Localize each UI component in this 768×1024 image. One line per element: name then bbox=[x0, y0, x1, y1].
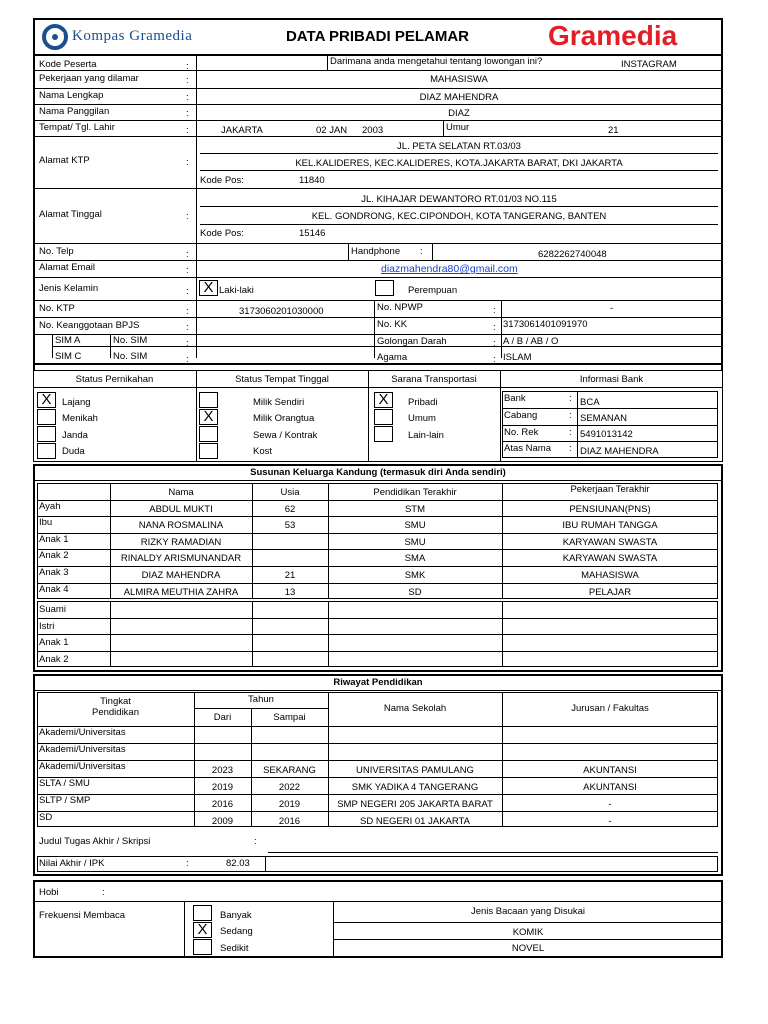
edu-tingkat: Akademi/Universitas bbox=[39, 727, 126, 738]
divider bbox=[374, 300, 375, 358]
edu-tingkat: SLTA / SMU bbox=[39, 777, 90, 789]
label-pribadi: Pribadi bbox=[408, 397, 438, 408]
value-umur: 21 bbox=[608, 125, 619, 136]
family-pekerjaan: PENSIUNAN(PNS) bbox=[569, 503, 651, 515]
family-relation: Anak 2 bbox=[39, 653, 69, 665]
divider bbox=[432, 243, 433, 260]
family-relation: Ibu bbox=[39, 517, 53, 529]
divider bbox=[348, 243, 349, 260]
row-line bbox=[33, 188, 723, 189]
row-line bbox=[37, 743, 718, 744]
label-cabang: Cabang bbox=[504, 410, 538, 421]
header-jenis-bacaan: Jenis Bacaan yang Disukai bbox=[470, 906, 586, 917]
divider bbox=[196, 56, 197, 358]
colon: : bbox=[493, 338, 496, 349]
row-line bbox=[33, 260, 723, 261]
value-tempat: JAKARTA bbox=[221, 125, 263, 136]
family-relation: Anak 1 bbox=[39, 637, 69, 649]
colon: : bbox=[186, 338, 189, 349]
edu-tingkat: Akademi/Universitas bbox=[39, 760, 126, 772]
label-alamat-tinggal: Alamat Tinggal bbox=[39, 209, 102, 220]
row-line bbox=[37, 583, 718, 584]
label-no-sim-a: No. SIM bbox=[113, 335, 148, 346]
colon: : bbox=[493, 305, 496, 316]
colon: : bbox=[186, 92, 189, 103]
family-relation: Ayah bbox=[39, 500, 61, 512]
row-line bbox=[37, 500, 718, 501]
label-frekuensi: Frekuensi Membaca bbox=[39, 910, 126, 921]
checkbox-perempuan[interactable] bbox=[375, 280, 394, 296]
divider bbox=[502, 601, 503, 667]
row-line bbox=[37, 549, 718, 550]
colon: : bbox=[569, 393, 572, 404]
checkbox-menikah[interactable] bbox=[37, 409, 56, 425]
value-darimana: INSTAGRAM bbox=[621, 59, 677, 70]
value-kodepos-tinggal: 15146 bbox=[299, 228, 326, 239]
edu-tingkat: SLTP / SMP bbox=[39, 794, 91, 806]
family-pendidikan: STM bbox=[404, 503, 426, 515]
label-umur: Umur bbox=[446, 122, 470, 133]
header-jurusan: Jurusan / Fakultas bbox=[571, 703, 649, 714]
label-bpjs: No. Keanggotaan BPJS bbox=[39, 320, 140, 331]
label-nama-lengkap: Nama Lengkap bbox=[39, 90, 104, 101]
edu-sekolah: SD NEGERI 01 JAKARTA bbox=[360, 815, 470, 827]
family-relation: Suami bbox=[39, 604, 66, 615]
row-line bbox=[33, 136, 723, 137]
label-agama: Agama bbox=[377, 352, 408, 363]
edu-dari: 2019 bbox=[211, 781, 234, 793]
value-tinggal-line2: KEL. GONDRONG, KEC.CIPONDOH, KOTA TANGERANG, BANTEN bbox=[311, 211, 607, 222]
row-line bbox=[33, 104, 723, 105]
edu-sampai: 2022 bbox=[278, 781, 301, 793]
colon: : bbox=[186, 286, 189, 297]
label-kodepos-tinggal: Kode Pos: bbox=[200, 228, 244, 239]
value-jenis-bacaan-2: NOVEL bbox=[511, 943, 545, 954]
row-line bbox=[33, 120, 723, 121]
row-line bbox=[37, 533, 718, 534]
label-nama-panggilan: Nama Panggilan bbox=[39, 106, 110, 117]
row-line bbox=[268, 852, 718, 853]
family-nama: ABDUL MUKTI bbox=[149, 503, 213, 515]
divider bbox=[328, 601, 329, 667]
edu-dari: 2009 bbox=[211, 815, 234, 827]
family-title: Susunan Keluarga Kandung (termasuk diri Anda sendiri) bbox=[250, 467, 506, 478]
header-tahun: Tahun bbox=[248, 694, 274, 705]
colon: : bbox=[186, 157, 189, 168]
checkbox-kost[interactable] bbox=[199, 443, 218, 459]
edu-jurusan: - bbox=[608, 798, 612, 810]
checkbox-sedang[interactable]: X bbox=[193, 922, 212, 938]
page-title: DATA PRIBADI PELAMAR bbox=[285, 28, 470, 45]
checkbox-janda[interactable] bbox=[37, 426, 56, 442]
family-usia: 53 bbox=[284, 520, 296, 532]
value-pekerjaan: MAHASISWA bbox=[430, 74, 488, 85]
row-line bbox=[502, 425, 718, 426]
family-usia: 13 bbox=[284, 586, 296, 598]
divider bbox=[184, 901, 185, 958]
value-no-rek: 5491013142 bbox=[580, 429, 633, 440]
value-no-ktp: 3173060201030000 bbox=[239, 306, 324, 317]
row-line bbox=[37, 618, 718, 619]
colon: : bbox=[186, 265, 189, 276]
value-kodepos-ktp: 11840 bbox=[299, 175, 325, 186]
edu-sekolah: SMK YADIKA 4 TANGERANG bbox=[351, 781, 479, 793]
value-golongan-darah: A / B / AB / O bbox=[503, 336, 559, 347]
colon: : bbox=[569, 427, 572, 438]
label-email: Alamat Email bbox=[39, 262, 95, 273]
colon: : bbox=[493, 322, 496, 333]
edu-dari: 2016 bbox=[211, 798, 234, 810]
value-tinggal-line1: JL. KIHAJAR DEWANTORO RT.01/03 NO.115 bbox=[361, 194, 557, 205]
row-line bbox=[33, 243, 723, 244]
colon: : bbox=[186, 108, 189, 119]
checkbox-sewa[interactable] bbox=[199, 426, 218, 442]
colon: : bbox=[493, 354, 496, 365]
gramedia-logo: Gramedia bbox=[548, 20, 678, 51]
divider bbox=[252, 601, 253, 667]
row-line bbox=[200, 153, 718, 154]
row-line bbox=[37, 794, 718, 795]
row-line bbox=[37, 566, 718, 567]
edu-jurusan: AKUNTANSI bbox=[583, 781, 637, 793]
label-ttl: Tempat/ Tgl. Lahir bbox=[39, 122, 115, 133]
label-kode-peserta: Kode Peserta bbox=[39, 59, 97, 70]
edu-sekolah: UNIVERSITAS PAMULANG bbox=[356, 764, 474, 776]
label-banyak: Banyak bbox=[220, 910, 252, 921]
family-nama: DIAZ MAHENDRA bbox=[141, 570, 221, 581]
ipk-row bbox=[37, 856, 718, 872]
family-pendidikan: SMU bbox=[404, 536, 426, 548]
value-npwp: - bbox=[610, 303, 614, 314]
checkbox-pribadi[interactable]: X bbox=[374, 392, 393, 408]
row-line bbox=[33, 88, 723, 89]
value-atas-nama: DIAZ MAHENDRA bbox=[580, 446, 659, 457]
label-bank: Bank bbox=[504, 393, 526, 404]
divider bbox=[443, 120, 444, 136]
label-no-sim-c: No. SIM bbox=[113, 351, 148, 362]
family-relation: Anak 1 bbox=[39, 533, 69, 545]
checkbox-milik-orangtua[interactable]: X bbox=[199, 409, 218, 425]
label-janda: Janda bbox=[62, 430, 88, 441]
label-kost: Kost bbox=[253, 446, 273, 457]
label-sedang: Sedang bbox=[220, 926, 253, 937]
colon: : bbox=[186, 61, 189, 72]
kompas-gramedia-wordmark: Kompas Gramedia bbox=[72, 28, 193, 44]
header-sampai: Sampai bbox=[273, 712, 306, 723]
label-telp: No. Telp bbox=[39, 246, 74, 257]
row-line bbox=[37, 811, 718, 812]
edu-sampai: 2016 bbox=[278, 815, 301, 827]
label-judul-skripsi: Judul Tugas Akhir / Skripsi bbox=[39, 836, 151, 847]
family-usia: 62 bbox=[284, 503, 296, 515]
header-tingkat: Tingkat Pendidikan bbox=[91, 696, 139, 718]
colon: : bbox=[420, 246, 423, 257]
label-jenis-kelamin: Jenis Kelamin bbox=[39, 283, 99, 294]
label-no-rek: No. Rek bbox=[504, 427, 539, 438]
label-no-kk: No. KK bbox=[377, 319, 408, 330]
value-ktp-line2: KEL.KALIDERES, KEC.KALIDERES, KOTA.JAKARTA BARAT, DKI JAKARTA bbox=[295, 158, 623, 169]
row-line bbox=[33, 363, 723, 365]
value-nama-panggilan: DIAZ bbox=[448, 108, 470, 119]
edu-sampai: 2019 bbox=[278, 798, 301, 810]
label-milik-orangtua: Milik Orangtua bbox=[253, 413, 315, 424]
label-umum: Umum bbox=[408, 413, 436, 424]
row-line bbox=[33, 480, 723, 481]
family-header-cell: Nama bbox=[168, 487, 194, 498]
row-line bbox=[33, 690, 723, 691]
row-line bbox=[37, 651, 718, 652]
value-no-kk: 3173061401091970 bbox=[503, 319, 588, 330]
colon: : bbox=[186, 322, 189, 333]
label-laki-laki: Laki-laki bbox=[219, 285, 254, 296]
family-pendidikan: SD bbox=[408, 586, 422, 598]
family-header-cell: Usia bbox=[280, 487, 300, 498]
header-status-tinggal: Status Tempat Tinggal bbox=[235, 374, 329, 385]
value-tahun: 2003 bbox=[362, 125, 384, 136]
row-line bbox=[33, 70, 723, 71]
family-nama: NANA ROSMALINA bbox=[138, 520, 224, 532]
family-pekerjaan: KARYAWAN SWASTA bbox=[562, 553, 658, 565]
row-line bbox=[33, 901, 723, 902]
label-duda: Duda bbox=[62, 446, 85, 457]
family-nama: ALMIRA MEUTHIA ZAHRA bbox=[123, 586, 239, 598]
label-lain-lain: Lain-lain bbox=[408, 430, 444, 441]
header-transportasi: Sarana Transportasi bbox=[391, 374, 477, 385]
value-jenis-bacaan-1: KOMIK bbox=[512, 927, 544, 938]
row-line bbox=[502, 408, 718, 409]
family-usia: 21 bbox=[284, 570, 296, 581]
label-atas-nama: Atas Nama bbox=[504, 443, 551, 454]
checkbox-sedikit[interactable] bbox=[193, 939, 212, 955]
header-dari: Dari bbox=[213, 712, 232, 723]
row-line bbox=[37, 634, 718, 635]
value-cabang: SEMANAN bbox=[580, 413, 627, 424]
colon: : bbox=[186, 125, 189, 136]
label-golongan-darah: Golongan Darah bbox=[377, 336, 447, 347]
value-bank: BCA bbox=[580, 397, 600, 408]
header-status-pernikahan: Status Pernikahan bbox=[75, 374, 154, 385]
colon: : bbox=[186, 211, 189, 222]
edu-sampai: SEKARANG bbox=[263, 764, 316, 776]
value-nama-lengkap: DIAZ MAHENDRA bbox=[419, 92, 499, 103]
family-nama: RIZKY RAMADIAN bbox=[140, 536, 222, 548]
family-relation: Anak 4 bbox=[39, 583, 69, 595]
family-header-cell: Pendidikan Terakhir bbox=[373, 487, 457, 498]
edu-dari: 2023 bbox=[211, 764, 234, 776]
label-npwp: No. NPWP bbox=[377, 302, 423, 313]
divider bbox=[501, 300, 502, 358]
label-kodepos-ktp: Kode Pos: bbox=[200, 175, 244, 186]
row-line bbox=[194, 708, 328, 709]
checkbox-lajang[interactable]: X bbox=[37, 392, 56, 408]
value-email[interactable]: diazmahendra80@gmail.com bbox=[381, 263, 518, 275]
family-pekerjaan: KARYAWAN SWASTA bbox=[562, 536, 658, 548]
value-agama: ISLAM bbox=[503, 352, 532, 363]
family-pendidikan: SMA bbox=[404, 553, 426, 565]
label-sewa: Sewa / Kontrak bbox=[253, 430, 318, 441]
family-pekerjaan: MAHASISWA bbox=[581, 570, 639, 581]
family-pekerjaan: IBU RUMAH TANGGA bbox=[562, 520, 658, 532]
colon: : bbox=[186, 249, 189, 260]
label-sim-c: SIM C bbox=[55, 351, 82, 362]
label-pekerjaan: Pekerjaan yang dilamar bbox=[39, 73, 139, 84]
value-nilai-ipk: 82.03 bbox=[226, 858, 250, 869]
family-pekerjaan: PELAJAR bbox=[588, 586, 632, 598]
family-relation: Anak 2 bbox=[39, 550, 69, 562]
label-hobi: Hobi bbox=[39, 887, 59, 898]
kompas-swirl-icon bbox=[42, 24, 68, 50]
row-line bbox=[37, 777, 718, 778]
colon: : bbox=[186, 858, 189, 869]
colon: : bbox=[186, 354, 189, 365]
label-menikah: Menikah bbox=[62, 413, 98, 424]
colon: : bbox=[569, 410, 572, 421]
colon: : bbox=[254, 836, 257, 847]
value-ktp-line1: JL. PETA SELATAN RT.03/03 bbox=[397, 141, 521, 152]
divider bbox=[265, 856, 266, 872]
row-line bbox=[37, 726, 718, 727]
divider bbox=[327, 56, 328, 70]
row-line bbox=[333, 922, 723, 923]
label-no-ktp: No. KTP bbox=[39, 303, 75, 314]
label-handphone: Handphone bbox=[351, 246, 401, 257]
edu-tingkat: SD bbox=[39, 811, 53, 823]
label-lajang: Lajang bbox=[62, 397, 91, 408]
row-line bbox=[37, 516, 718, 517]
family-relation: Anak 3 bbox=[39, 567, 69, 578]
value-tanggal: 02 JAN bbox=[316, 125, 348, 136]
row-line bbox=[200, 224, 718, 225]
checkbox-umum[interactable] bbox=[374, 409, 393, 425]
row-line bbox=[502, 441, 718, 442]
colon: : bbox=[186, 75, 189, 86]
label-sim-a: SIM A bbox=[55, 335, 81, 346]
family-nama: RINALDY ARISMUNANDAR bbox=[120, 553, 242, 565]
row-line bbox=[33, 317, 723, 318]
checkbox-milik-sendiri[interactable] bbox=[199, 392, 218, 408]
kompas-gramedia-logo bbox=[42, 24, 242, 50]
checkbox-banyak[interactable] bbox=[193, 905, 212, 921]
edu-sekolah: SMP NEGERI 205 JAKARTA BARAT bbox=[337, 798, 493, 810]
row-line bbox=[33, 277, 723, 278]
family-header-cell: Pekerjaan Terakhir bbox=[570, 484, 650, 495]
edu-tingkat: Akademi/Universitas bbox=[39, 743, 126, 755]
header-nama-sekolah: Nama Sekolah bbox=[383, 703, 447, 714]
row-line bbox=[200, 206, 718, 207]
divider bbox=[110, 601, 111, 667]
colon: : bbox=[569, 443, 572, 454]
checkbox-lain-lain[interactable] bbox=[374, 426, 393, 442]
checkbox-duda[interactable] bbox=[37, 443, 56, 459]
row-line bbox=[37, 760, 718, 761]
divider bbox=[577, 391, 578, 458]
header-informasi-bank: Informasi Bank bbox=[579, 374, 644, 385]
label-alamat-ktp: Alamat KTP bbox=[39, 155, 90, 166]
edu-jurusan: - bbox=[608, 815, 612, 827]
label-sedikit: Sedikit bbox=[220, 943, 249, 954]
label-darimana: Darimana anda mengetahui tentang lowongan ini? bbox=[330, 56, 543, 67]
checkbox-laki-laki[interactable]: X bbox=[199, 280, 218, 296]
family-relation: Istri bbox=[39, 620, 55, 632]
edu-jurusan: AKUNTANSI bbox=[583, 764, 637, 776]
row-line bbox=[52, 346, 723, 347]
family-pendidikan: SMU bbox=[404, 520, 426, 532]
colon: : bbox=[102, 887, 105, 898]
colon: : bbox=[186, 306, 189, 317]
label-milik-sendiri: Milik Sendiri bbox=[253, 397, 305, 408]
row-line bbox=[33, 387, 723, 388]
label-nilai-ipk: Nilai Akhir / IPK bbox=[39, 858, 105, 869]
row-line bbox=[333, 939, 723, 940]
education-title: Riwayat Pendidikan bbox=[333, 677, 423, 688]
value-handphone: 6282262740048 bbox=[538, 249, 607, 260]
row-line bbox=[200, 170, 718, 171]
row-line bbox=[33, 300, 723, 301]
family-pendidikan: SMK bbox=[404, 570, 426, 581]
label-perempuan: Perempuan bbox=[408, 285, 458, 296]
